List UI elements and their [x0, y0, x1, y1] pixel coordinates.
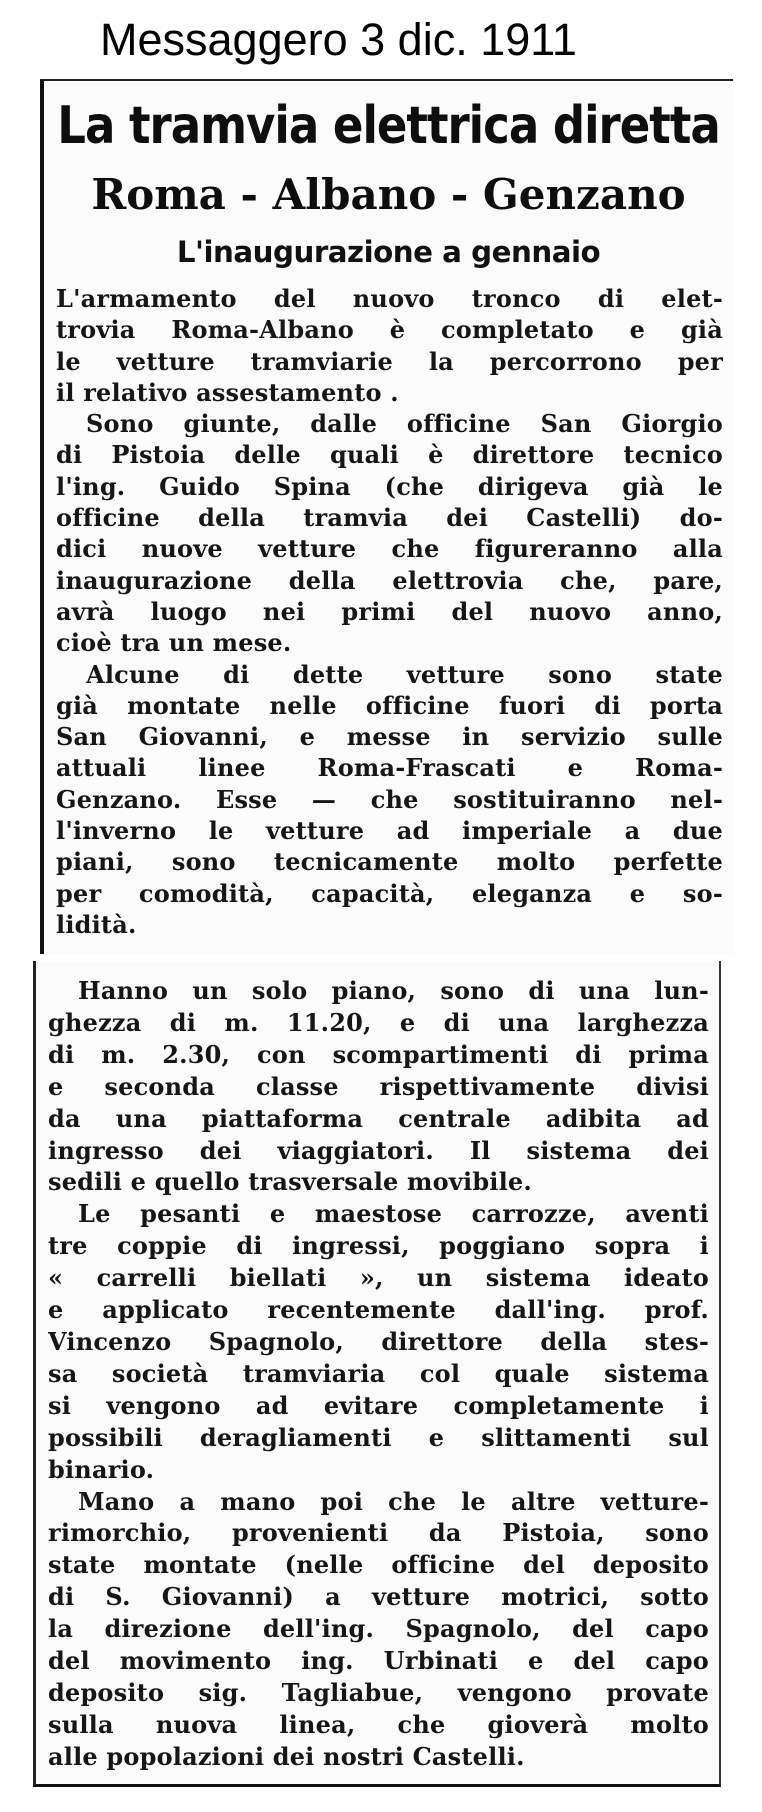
article-line: ghezza di m. 11.20, e di una larghezza: [48, 1007, 709, 1037]
article-subheadline: Roma - Albano - Genzano: [91, 170, 686, 219]
article-line: cioè tra un mese.: [56, 628, 292, 658]
article-line: il relativo assestamento .: [56, 377, 399, 407]
clipping-top: [40, 79, 733, 954]
article-line: binario.: [48, 1454, 155, 1484]
article-line: sulla nuova linea, che gioverà molto: [48, 1709, 709, 1739]
article-line: « carrelli biellati », un sistema ideato: [48, 1263, 709, 1293]
article-line: Mano a mano poi che le altre vetture-: [78, 1486, 709, 1516]
article-line: state montate (nelle officine del deposito: [48, 1550, 709, 1580]
article-headline: La tramvia elettrica diretta: [57, 94, 720, 156]
article-line: le vetture tramviarie la percorrono per: [56, 346, 723, 376]
article-line: Le pesanti e maestose carrozze, aventi: [78, 1199, 709, 1229]
article-line: sedili e quello trasversale movibile.: [48, 1167, 532, 1197]
article-line: del movimento ing. Urbinati e del capo: [48, 1646, 709, 1676]
article-kicker: L'inaugurazione a gennaio: [176, 235, 601, 269]
article-line: attuali linee Roma-Frascati e Roma-: [56, 753, 723, 783]
article-line: di Pistoia delle quali è direttore tecnico: [56, 440, 723, 470]
article-line: e applicato recentemente dall'ing. prof.: [48, 1295, 709, 1325]
article-line: alle popolazioni dei nostri Castelli.: [48, 1741, 525, 1771]
article-line: ingresso dei viaggiatori. Il sistema dei: [48, 1135, 709, 1165]
article-line: deposito sig. Tagliabue, vengono provate: [48, 1677, 709, 1707]
article-line: piani, sono tecnicamente molto perfette: [56, 847, 723, 877]
article-line: Vincenzo Spagnolo, direttore della stes-: [48, 1326, 709, 1356]
article-line: già montate nelle officine fuori di porta: [56, 690, 723, 720]
article-line: Genzano. Esse — che sostituiranno nel-: [56, 784, 723, 814]
article-line: da una piattaforma centrale adibita ad: [48, 1103, 709, 1133]
article-line: tre coppie di ingressi, poggiano sopra i: [48, 1231, 709, 1261]
article-line: sa società tramviaria col quale sistema: [48, 1358, 709, 1388]
article-line: si vengono ad evitare completamente i: [48, 1390, 709, 1420]
article-line: rimorchio, provenienti da Pistoia, sono: [48, 1518, 709, 1548]
article-line: San Giovanni, e messe in servizio sulle: [56, 722, 723, 752]
article-line: inaugurazione della elettrovia che, pare,: [56, 565, 723, 595]
clipping-caption: Messaggero 3 dic. 1911: [100, 14, 577, 65]
article-body-top: [44, 283, 733, 940]
article-line: di m. 2.30, con scompartimenti di prima: [48, 1039, 709, 1069]
article-line: la direzione dell'ing. Spagnolo, del capo: [48, 1614, 709, 1644]
article-line: avrà luogo nei primi del nuovo anno,: [56, 596, 723, 626]
article-line: per comodità, capacità, eleganza e so-: [56, 878, 723, 908]
article-line: officine della tramvia dei Castelli) do-: [56, 503, 723, 533]
article-line: lidità.: [56, 909, 137, 939]
article-line: L'armamento del nuovo tronco di elet-: [56, 284, 723, 313]
article-line: l'inverno le vetture ad imperiale a due: [56, 816, 723, 846]
article-line: Alcune di dette vetture sono state: [86, 659, 723, 689]
article-line: trovia Roma-Albano è completato e già: [56, 315, 723, 345]
article-line: dici nuove vetture che figureranno alla: [56, 534, 723, 564]
article-line: Hanno un solo piano, sono di una lun-: [78, 976, 709, 1005]
clipping-bottom: [33, 961, 721, 1787]
article-line: e seconda classe rispettivamente divisi: [48, 1071, 709, 1101]
article-line: Sono giunte, dalle officine San Giorgio: [86, 409, 723, 439]
article-line: di S. Giovanni) a vetture motrici, sotto: [48, 1582, 709, 1612]
article-body-bottom: [36, 961, 719, 1773]
article-line: possibili deragliamenti e slittamenti sul: [48, 1422, 709, 1452]
article-line: l'ing. Guido Spina (che dirigeva già le: [56, 471, 723, 501]
